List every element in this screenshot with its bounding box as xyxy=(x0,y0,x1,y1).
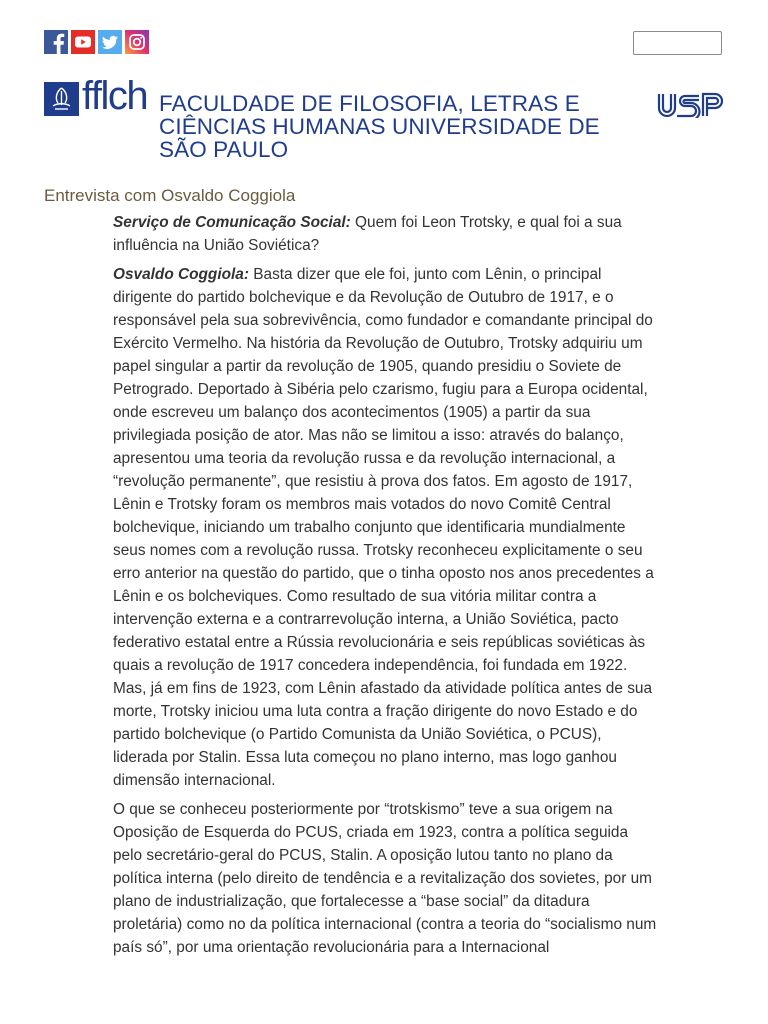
speaker-label: Serviço de Comunicação Social: xyxy=(113,214,351,231)
article-paragraph xyxy=(113,211,658,257)
paragraph-text: O que se conheceu posteriormente por “trotskismo” teve a sua origem na Oposição de Esquerda do PCUS, criada em 1923, contra a política seguida pelo secretário-geral do PCUS, Stalin. A oposição lutou tanto no plano da política interna (pelo direito de tendência e a revitalização dos sovietes, por um plano de industrialização, que fortalecesse a “base social” da ditadura proletária) como no da política internacional (contra a teoria do “socialismo num país só”, por uma orientação revolucionária para a Internacional xyxy=(113,801,657,956)
site-header xyxy=(44,74,724,172)
social-links xyxy=(44,30,149,54)
youtube-icon xyxy=(71,30,95,54)
fflch-emblem-icon[interactable] xyxy=(44,82,79,116)
paragraph-text: Basta dizer que ele foi, junto com Lênin, o principal dirigente do partido bolchevique e da Revolução de Outubro de 1917, e o responsável pela sua sobrevivência, como fundador e comandante principal do Exército Vermelho. Na história da Revolução de Outubro, Trotsky adquiriu um papel singular a partir da revolução de 1905, quando presidiu o Soviete de Petrogrado. Deportado à Sibéria pelo czarismo, fugiu para a Europa ocidental, onde escreveu um balanço dos acontecimentos (1905) a partir da sua privilegiada posição de ator. Mas não se limitou a isso: através do balanço, apresentou uma teoria da revolução russa e da revolução internacional, a “revolução permanente”, que resistiu à prova dos fatos. Em agosto de 1917, Lênin e Trotsky foram os membros mais votados do novo Comitê Central bolchevique, iniciando um trabalho conjunto que identificaria mundialmente seus nomes com a revolução russa. Trotsky reconheceu explicitamente o seu erro anterior na questão do partido, que o tinha oposto nos anos precedentes a Lênin e os bolcheviques. Como resultado de sua vitória militar contra a intervenção externa e a contrarrevolução interna, a União Soviética, pacto federativo estatal entre a Rússia revolucionária e seis repúblicas soviéticas às quais a revolução de 1917 concedera independência, foi fundada em 1922. Mas, já em fins de 1923, com Lênin afastado da atividade política antes de sua morte, Trotsky iniciou uma luta contra a fração dirigente do novo Estado e do partido bolchevique (o Partido Comunista da União Soviética, o PCUS), liderada por Stalin. Essa luta começou no plano interno, mas logo ganhou dimensão internacional. xyxy=(113,266,654,789)
usp-logo-icon[interactable] xyxy=(657,92,725,118)
search-input[interactable] xyxy=(633,31,722,55)
paragraph-text: Quem foi Leon Trotsky, e qual foi a sua influência na União Soviética? xyxy=(113,214,622,254)
instagram-link[interactable] xyxy=(125,30,149,54)
article-body xyxy=(113,211,658,965)
youtube-link[interactable] xyxy=(71,30,95,54)
instagram-icon xyxy=(125,30,149,54)
facebook-icon xyxy=(44,30,68,54)
article-paragraph xyxy=(113,263,658,792)
fflch-logo[interactable]: fflch xyxy=(82,74,148,118)
facebook-link[interactable] xyxy=(44,30,68,54)
page-title[interactable]: FACULDADE DE FILOSOFIA, LETRAS E CIÊNCIAS HUMANAS UNIVERSIDADE DE SÃO PAULO xyxy=(159,91,600,162)
twitter-icon xyxy=(98,30,122,54)
article-paragraph xyxy=(113,798,658,959)
twitter-link[interactable] xyxy=(98,30,122,54)
speaker-label: Osvaldo Coggiola: xyxy=(113,266,249,283)
article-title: Entrevista com Osvaldo Coggiola xyxy=(44,186,296,205)
